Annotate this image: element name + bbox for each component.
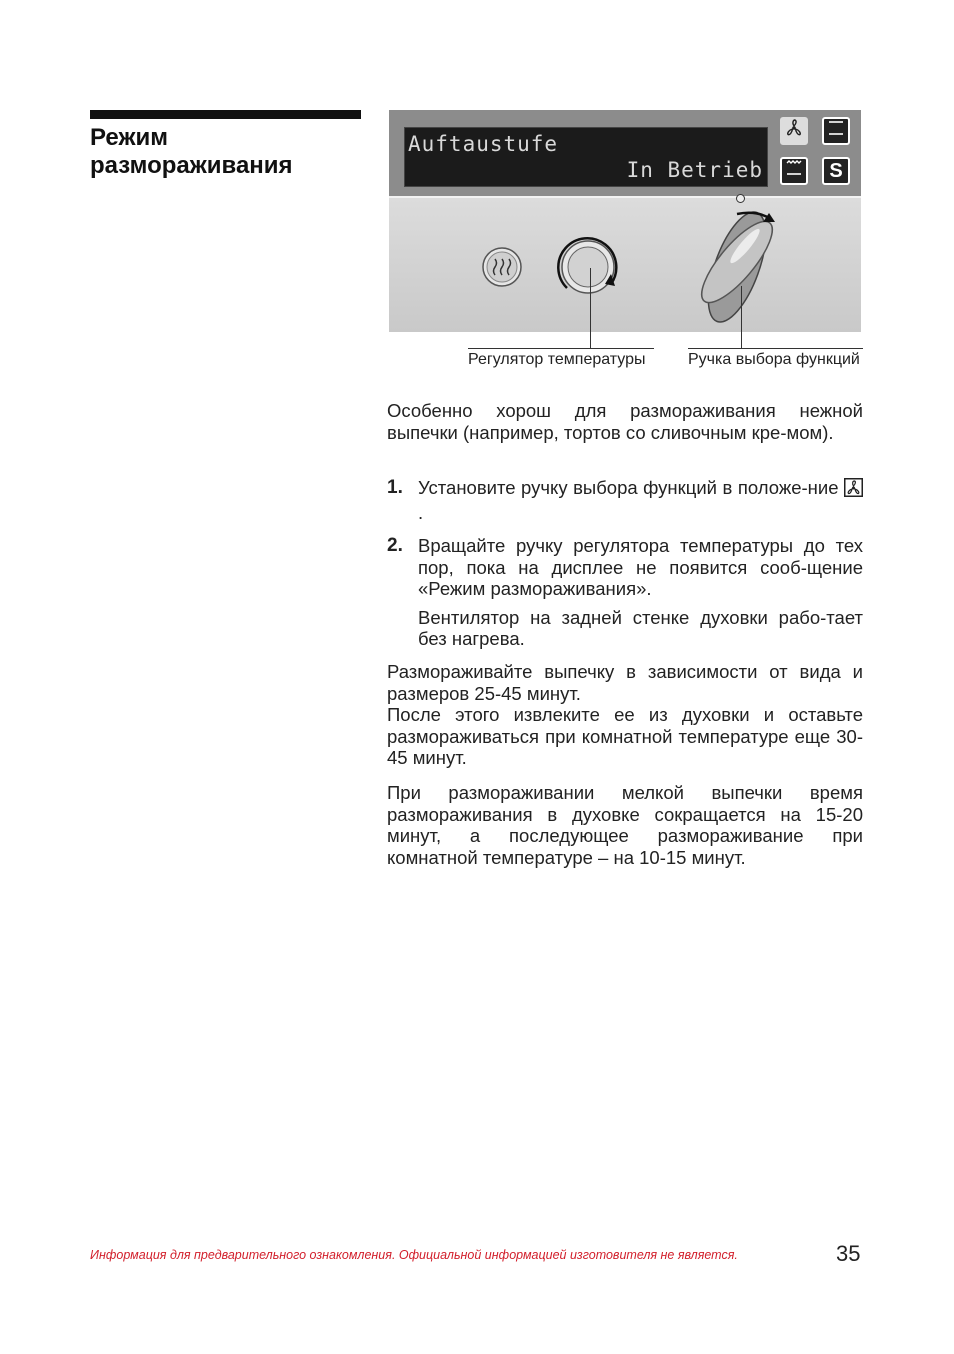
caption-underline-temperature (468, 348, 654, 349)
caption-temperature-regulator: Регулятор температуры (468, 351, 646, 368)
step-1-text-block (418, 477, 863, 523)
function-selector-knob[interactable] (691, 205, 783, 329)
step-1-text: Установите ручку выбора функций в положе-ние (418, 477, 839, 498)
section-title (90, 124, 370, 180)
step-1-text-end: . (418, 501, 424, 523)
intro-paragraph (387, 400, 863, 443)
step-2 (387, 535, 863, 650)
step-2-number: 2. (387, 535, 403, 556)
caption-function-knob: Ручка выбора функций (688, 351, 860, 368)
display-line2: In Betrieb (626, 158, 763, 182)
page-number: 35 (836, 1241, 861, 1266)
caption-underline-function (688, 348, 863, 349)
leader-line-temperature (590, 268, 591, 348)
small-pastry-paragraph (387, 782, 863, 868)
oven-control-panel-illustration (389, 110, 861, 330)
thaw-time-text-1: Размораживайте выпечку в зависимости от вида и размеров 25-45 минут. (387, 661, 863, 704)
step-2-note: Вентилятор на задней стенке духовки рабо-тает без нагрева. (418, 606, 863, 649)
temperature-regulator-knob[interactable] (562, 241, 614, 293)
fan-mode-icon (844, 478, 863, 502)
section-title-line2: размораживания (90, 152, 293, 179)
small-pastry-text: При размораживании мелкой выпечки время размораживания в духовке сокращается на 15-20 минут, а последующее размораживание при комнатной температуре – на 10-15 минут. (387, 782, 863, 868)
display-line1: Auftaustufe (408, 132, 559, 156)
thaw-time-paragraph (387, 661, 863, 769)
leader-line-function (741, 286, 742, 348)
special-s-label: S (829, 159, 843, 182)
step-2-text: Вращайте ручку регулятора температуры до тех пор, пока на дисплее не появится сооб-щение «Режим размораживания». (418, 535, 863, 599)
footer-disclaimer: Информация для предварительного ознакомления. Официальной информацией изготовителя не является. (90, 1248, 738, 1262)
intro-text: Особенно хорош для размораживания нежной выпечки (например, тортов со сливочным кре-мом). (387, 400, 863, 443)
step-1 (387, 477, 863, 523)
section-rule (90, 110, 361, 119)
thaw-time-text-2: После этого извлеките ее из духовки и оставьте размораживаться при комнатной температуре еще 30-45 минут. (387, 704, 863, 768)
section-title-line1: Режим (90, 124, 168, 151)
step-1-number: 1. (387, 477, 403, 498)
